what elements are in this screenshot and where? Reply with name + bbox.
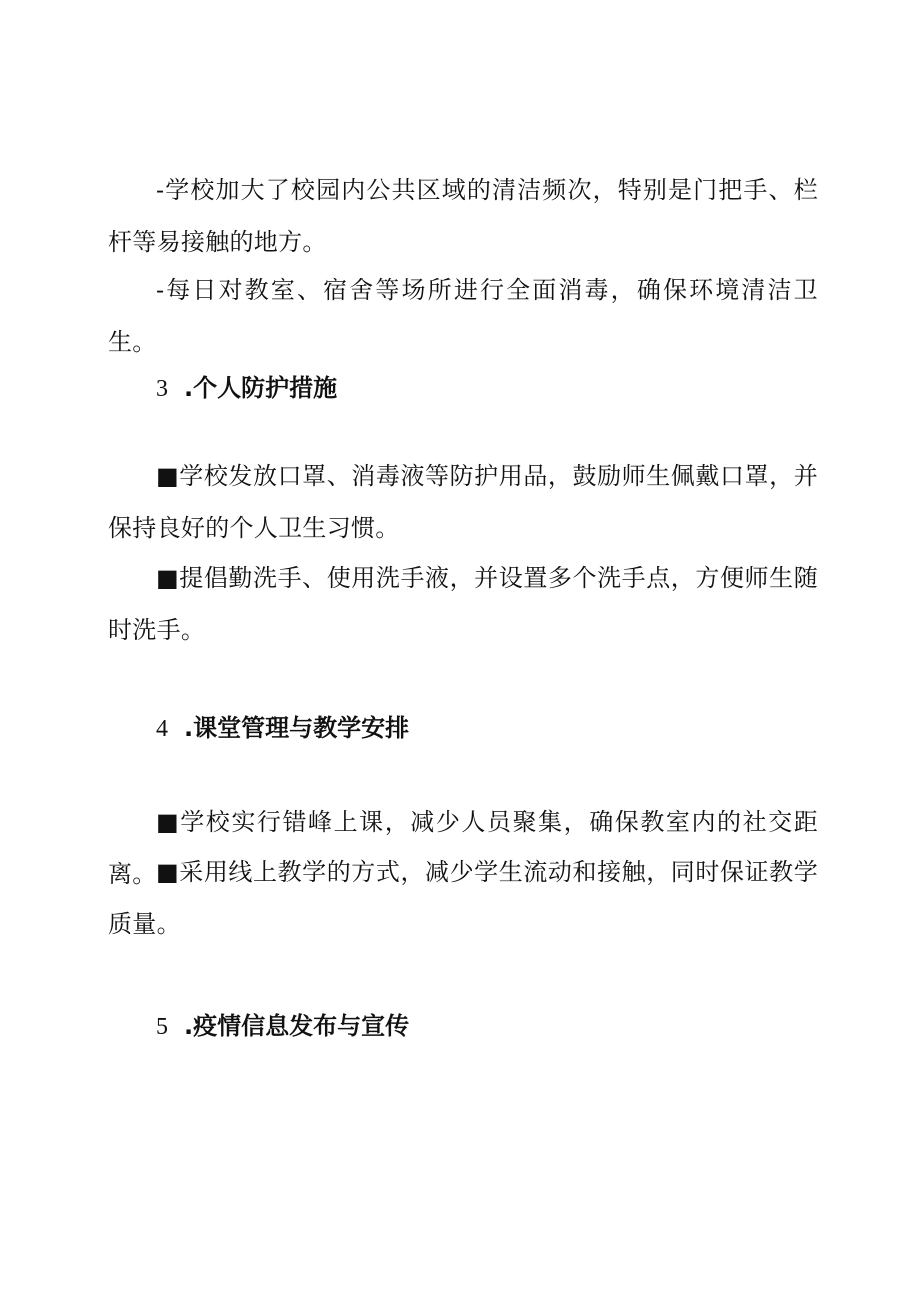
paragraph-masks-distribution: ■学校发放口罩、消毒液等防护用品，鼓励师生佩戴口罩，并保持良好的个人卫生习惯。 <box>108 462 818 542</box>
section-title: .课堂管理与教学安排 <box>184 714 410 742</box>
section-number: 5 <box>156 1014 168 1040</box>
paragraph-online-teaching: ■采用线上教学的方式，减少学生流动和接触，同时保证教学质量。 <box>108 858 818 938</box>
paragraph-hand-washing: ■提倡勤洗手、使用洗手液，并设置多个洗手点，方便师生随时洗手。 <box>108 564 818 644</box>
section-heading-information-release <box>156 1006 409 1047</box>
section-title: .个人防护措施 <box>184 374 338 402</box>
section-heading-classroom-management <box>156 708 409 749</box>
paragraph-cleaning-frequency: -学校加大了校园内公共区域的清洁频次，特别是门把手、栏杆等易接触的地方。 <box>108 176 818 256</box>
section-number: 3 <box>156 376 168 402</box>
paragraph-staggered-classes: ■学校实行错峰上课，减少人员聚集，确保教室内的社交距离。 <box>108 808 818 888</box>
section-title: .疫情信息发布与宣传 <box>184 1012 410 1040</box>
section-heading-personal-protection <box>156 368 337 409</box>
paragraph-daily-disinfection: -每日对教室、宿舍等场所进行全面消毒，确保环境清洁卫生。 <box>108 276 818 356</box>
section-number: 4 <box>156 716 168 742</box>
